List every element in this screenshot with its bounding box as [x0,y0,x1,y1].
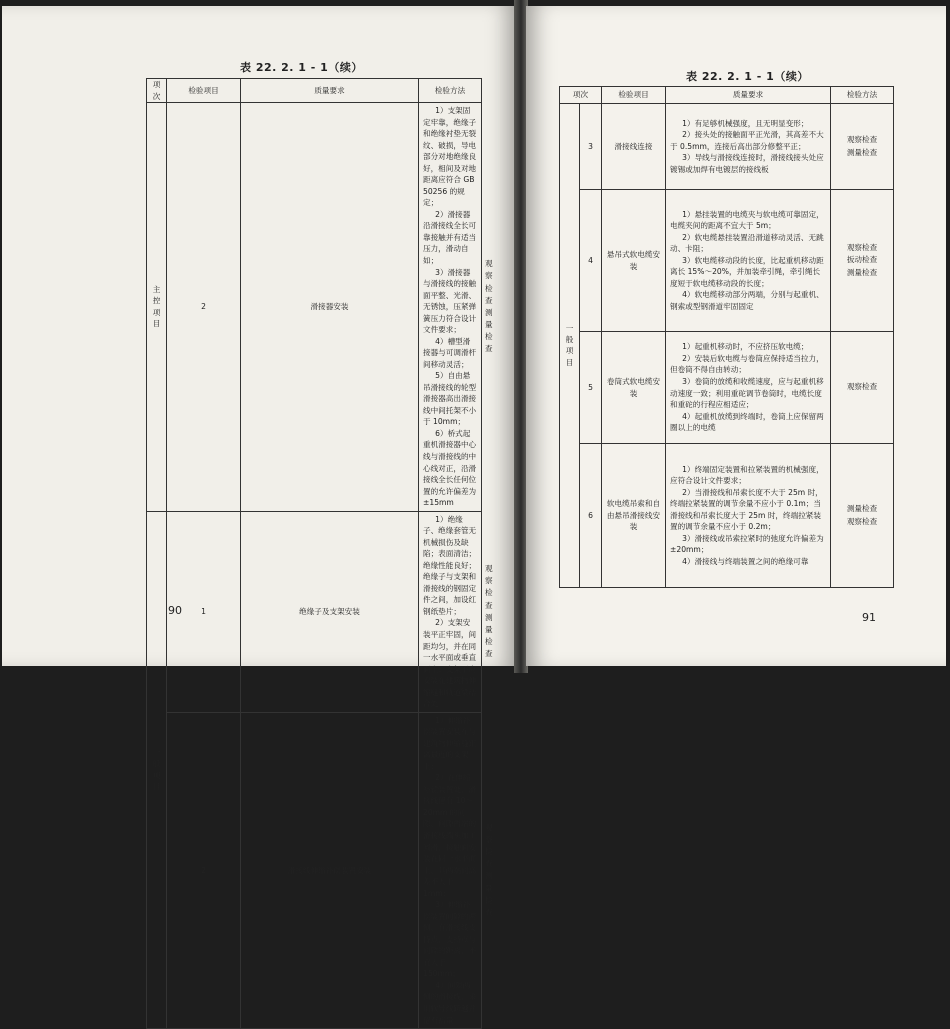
table-row [560,190,894,332]
inspection-item: 卷筒式软电缆安装 [602,332,666,444]
page-number-left: 90 [168,604,182,617]
quality-requirement: 1）绝缘子、绝缘套管无机械损伤及缺陷；表面清洁；绝缘性能良好；绝缘子与支架和滑接线的钢固定件之间，加设红钢纸垫片； 2）支架安装平正牢固，间距均匀，并在同一水平面或垂直面上；支架不应安装在建筑物伸缩缝和轨道梁结合处 [419,511,482,712]
inspection-item: 滑接线连接 [602,104,666,190]
item-number: 2 [167,712,241,1028]
header-quality-requirement: 质量要求 [666,87,831,104]
header-item-no: 项次 [560,87,602,104]
table-row: 一般项目 1 绝缘子及支架安装 1）绝缘子、绝缘套管无机械损伤及缺陷；表面清洁；绝缘性能良好；绝缘子与支架和滑接线的钢固定件之间，加设红钢纸垫片； 2）支架安装平正牢固，间距均匀，并在同一水平面或垂直面上；支架不应安装在建筑物伸缩缝和轨道梁结合处 观察检查 测量检查 [147,511,482,712]
header-inspection-method: 检验方法 [419,79,482,103]
inspection-method: 观察检查 [831,332,894,444]
item-number: 1 [167,511,241,712]
inspection-method: 观察检查 测量检查 [831,104,894,190]
category-general: 一般项目 [560,104,580,588]
right-inspection-table [559,86,894,588]
inspection-item: 滑接器安装 [241,103,419,512]
left-table-caption: 表 22. 2. 1 - 1（续） [240,61,363,74]
table-row: 主控项目 2 滑接器安装 1）支架固定牢靠，绝缘子和绝缘衬垫无裂纹、破损，导电部分对地绝缘良好，相间及对地距离应符合 GB 50256 的规定； 2）滑接器沿滑接线全长可靠接触并有适当压力，滑动自如； 3）滑接器与滑接线的接触面平整、光滑、无锈蚀，压紧弹簧压力符合设计文件要求； 4）槽型滑接器与可调滑杆间移动灵活； 5）自由悬吊滑接线的轮型滑接器高出滑接线中间托架不小于 10mm； 6）桥式起重机滑接器中心线与滑接线的中心线对正，沿滑接线全长任何位置的允许偏差为±15mm 观察检查 测量检查 [147,103,482,512]
quality-requirement: 1）悬挂装置的电缆夹与软电缆可靠固定，电缆夹间的距离不宜大于 5m； 2）软电缆悬挂装置沿滑道移动灵活、无跳动、卡阻； 3）软电缆移动段的长度，比起重机移动距离长 15%～20%，并加装牵引绳，牵引绳长度短于软电缆移动段的长度； 4）软电缆移动部分两端，分别与起重机、钢索或型钢滑道牢固固定 [666,190,831,332]
inspection-item: 悬吊式软电缆安装 [602,190,666,332]
inspection-item: 绝缘子及支架安装 [241,511,419,712]
table-row [560,104,894,190]
inspection-item: 软电缆吊索和自由悬吊滑接线安装 [602,444,666,588]
inspection-method: 测量检查 观察检查 [831,444,894,588]
quality-requirement: 1）伸缩补偿装置安装在与建筑物伸缩缝距离最近的支架上； 2）在伸缩补偿装置处，滑接线留有 10～20mm 的间隙，间隙两端的滑接线端头加工圆滑，接触面安装在同一水平面上，其两端间高差不大于 1mm； 3）伸缩补偿装置间隙的两侧，有滑接线支持点，支持点与间隙的距离，不宜大于 150mm； 4）间隙两侧的滑接线，采用软导线跨越并留有裕量 [419,712,482,1028]
inspection-item: 滑接线伸缩补偿装置安装 [241,712,419,1028]
header-inspection-item: 检验项目 [167,79,241,103]
item-number: 6 [580,444,602,588]
quality-requirement: 1）有足够机械强度，且无明显变形； 2）接头处的接触面平正光滑，其高差不大于 0.5mm，连接后高出部分修整平正； 3）导线与滑接线连接时，滑接线接头处应镀锡或加焊有电镀层的接线板 [666,104,831,190]
header-quality-requirement: 质量要求 [241,79,419,103]
category-general: 一般项目 [147,511,167,1028]
item-number: 4 [580,190,602,332]
header-inspection-item: 检验项目 [602,87,666,104]
left-inspection-table [146,78,493,1029]
item-number: 2 [167,103,241,512]
quality-requirement: 1）终端固定装置和拉紧装置的机械强度，应符合设计文件要求； 2）当滑接线和吊索长度不大于 25m 时，终端拉紧装置的调节余量不应小于 0.1m；当滑接线和吊索长度大于 25m 时，终端拉紧装置的调节余量不应小于 0.2m； 3）滑接线或吊索拉紧时的弛度允许偏差为±20mm； 4）滑接线与终端装置之间的绝缘可靠 [666,444,831,588]
inspection-method: 观察检查 扳动检查 测量检查 [831,190,894,332]
header-item-no: 项次 [147,79,167,103]
page-number-right: 91 [862,611,876,624]
quality-requirement: 1）起重机移动时，不应挤压软电缆； 2）安装后软电缆与卷筒应保持适当拉力，但卷筒不得自由转动； 3）卷筒的放缆和收缆速度，应与起重机移动速度一致；利用重砣调节卷筒时，电缆长度和重砣的行程应相适应； 4）起重机放缆到终端时，卷筒上应保留两圈以上的电缆 [666,332,831,444]
item-number: 3 [580,104,602,190]
table-header-row [147,79,482,103]
table-header-row [560,87,894,104]
header-inspection-method: 检验方法 [831,87,894,104]
table-row: 2 滑接线伸缩补偿装置安装 1）伸缩补偿装置安装在与建筑物伸缩缝距离最近的支架上； 2）在伸缩补偿装置处，滑接线留有 10～20mm 的间隙，间隙两端的滑接线端头加工圆滑，接触面安装在同一水平面上，其两端间高差不大于 1mm； 3）伸缩补偿装置间隙的两侧，有滑接线支持点，支持点与间隙的距离，不宜大于 150mm； 4）间隙两侧的滑接线，采用软导线跨越并留有裕量 观察检查 测量检查 [147,712,482,1028]
category-main-control: 主控项目 [147,103,167,512]
table-row [560,332,894,444]
item-number: 5 [580,332,602,444]
table-row [560,444,894,588]
quality-requirement: 1）支架固定牢靠，绝缘子和绝缘衬垫无裂纹、破损，导电部分对地绝缘良好，相间及对地距离应符合 GB 50256 的规定； 2）滑接器沿滑接线全长可靠接触并有适当压力，滑动自如； 3）滑接器与滑接线的接触面平整、光滑、无锈蚀，压紧弹簧压力符合设计文件要求； 4）槽型滑接器与可调滑杆间移动灵活； 5）自由悬吊滑接线的轮型滑接器高出滑接线中间托架不小于 10mm； 6）桥式起重机滑接器中心线与滑接线的中心线对正，沿滑接线全长任何位置的允许偏差为±15mm [419,103,482,512]
right-table-caption: 表 22. 2. 1 - 1（续） [686,70,809,83]
left-page [2,6,516,1025]
right-page [526,6,946,666]
